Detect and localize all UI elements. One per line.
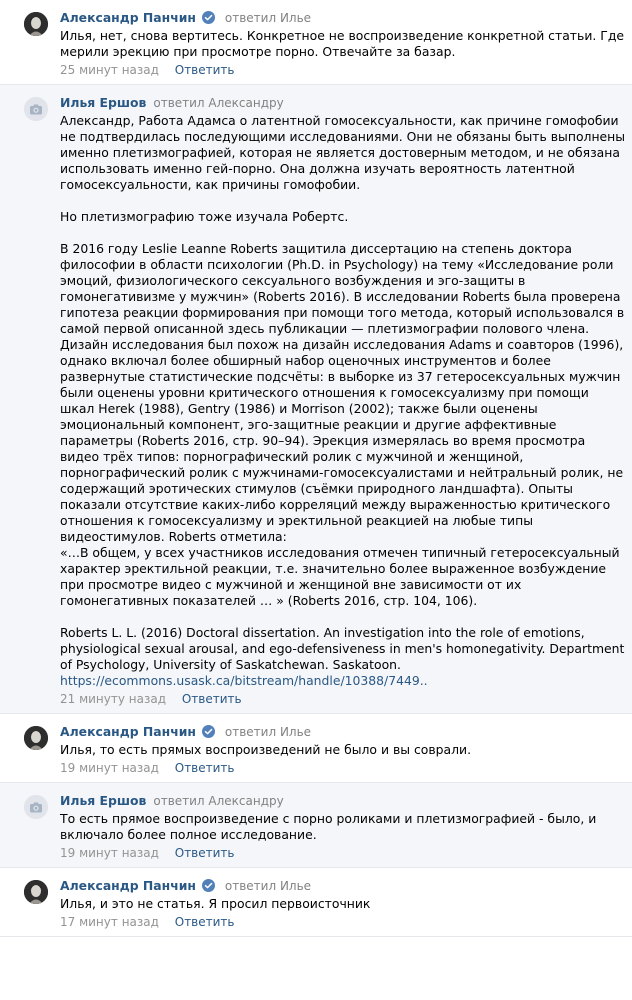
- reply-to[interactable]: ответил Илье: [224, 725, 312, 739]
- reply-button[interactable]: Ответить: [181, 692, 242, 706]
- avatar[interactable]: [24, 880, 48, 904]
- avatar[interactable]: [24, 97, 48, 121]
- comment-paragraph: В 2016 году Leslie Leanne Roberts защитила диссертацию на степень доктора философии в области психологии (Ph.D. in Psychology) на тему «Исследование роли эмоций, физиологического сексуального возбуждения и эго-защиты в гомонегативизме у мужчин» (Roberts 2016). В исследовании Roberts была проверена гипотеза реакции формирования при помощи того метода, который использовался в самой первой описанной здесь публикации — плетизмографии полового члена. Дизайн исследования был похож на дизайн исследования Adams и соавторов (1996), однако включал более обширный набор оценочных инструментов и более развернутые статистические подсчёты: в выборке из 37 гетеросексуальных мужчин были оценены уровни критического отношения к гомосексуализму при помощи шкал Herek (1988), Gentry (1986) и Morrison (2002); также были оценены эмоциональный компонент, эго-защитные реакции и другие аффективные параметры (Roberts 2016, стр. 90–94). Эрекция измерялась во время просмотра видео трёх типов: порнографический ролик с мужчиной и женщиной, порнографический ролик с мужчинами-гомосексуалистами и нейтральный ролик, не содержащий эротических стимулов (съёмки природного ландшафта). Опыты показали отсутствие каких-либо корреляций между выраженностью критического отношения к гомосексуализму и эректильной реакцией на любые типы видеостимулов. Roberts отметила: «…В общем, у всех участников исследования отмечен типичный гетеросексуальный характер эректильной реакции, т.е. значительно более выраженное возбуждение при просмотре видео с мужчиной и женщиной вне зависимости от их гомонегативных показателей … » (Roberts 2016, стр. 104, 106).: [60, 241, 625, 608]
- reply-to[interactable]: ответил Александру: [153, 794, 284, 808]
- reply-to[interactable]: ответил Илье: [224, 879, 312, 893]
- avatar[interactable]: [24, 12, 48, 36]
- comment-header: [60, 878, 626, 894]
- camera-placeholder-icon: [24, 795, 48, 819]
- comment-meta: [60, 760, 626, 776]
- comment-meta: [60, 62, 626, 78]
- comment-header: [60, 793, 626, 809]
- comment-paragraph: Но плетизмографию тоже изучала Робертс.: [60, 209, 349, 224]
- comment-paragraph: Илья, то есть прямых воспроизведений не было и вы соврали.: [60, 742, 472, 757]
- reply-button[interactable]: Ответить: [174, 915, 235, 929]
- reply-to[interactable]: ответил Илье: [224, 11, 312, 25]
- comment-meta: [60, 845, 626, 861]
- comment-paragraph: То есть прямое воспроизведение с порно роликами и плетизмографией - было, и включало более полное исследование.: [60, 811, 601, 842]
- reply-to[interactable]: ответил Александру: [153, 96, 284, 110]
- comment-time[interactable]: 19 минут назад: [60, 846, 159, 860]
- user-photo-icon: [24, 726, 48, 750]
- comment-time[interactable]: 21 минуту назад: [60, 692, 167, 706]
- comment-text: [60, 113, 630, 689]
- user-photo-icon: [24, 12, 48, 36]
- avatar[interactable]: [24, 795, 48, 819]
- comment-meta: [60, 691, 626, 707]
- comment-text: [60, 811, 626, 843]
- comment: [0, 714, 632, 783]
- comment-time[interactable]: 17 минут назад: [60, 915, 159, 929]
- reply-button[interactable]: Ответить: [174, 846, 235, 860]
- comment: [0, 0, 632, 85]
- comment-header: [60, 724, 626, 740]
- comment-paragraph: Илья, и это не статья. Я просил первоисточник: [60, 896, 371, 911]
- author-name[interactable]: Александр Панчин: [60, 724, 196, 739]
- avatar[interactable]: [24, 726, 48, 750]
- verified-check-icon: [202, 725, 215, 738]
- author-name[interactable]: Александр Панчин: [60, 878, 196, 893]
- comment-text: [60, 742, 626, 758]
- comment: [0, 868, 632, 937]
- comment-time[interactable]: 25 минут назад: [60, 63, 159, 77]
- comment-paragraph: Roberts L. L. (2016) Doctoral dissertation. An investigation into the role of emotions, physiological sexual arousal, and ego-defensiveness in men's homonegativity. Department of Psychology, University of Saskatchewan. Saskatoon.: [60, 625, 629, 672]
- comment-meta: [60, 914, 626, 930]
- comment-header: [60, 10, 626, 26]
- comment-header: [60, 95, 626, 111]
- author-name[interactable]: Александр Панчин: [60, 10, 196, 25]
- author-name[interactable]: Илья Ершов: [60, 793, 147, 808]
- author-name[interactable]: Илья Ершов: [60, 95, 147, 110]
- reply-button[interactable]: Ответить: [174, 63, 235, 77]
- comment-text: [60, 896, 626, 912]
- source-link[interactable]: https://ecommons.usask.ca/bitstream/handle/10388/7449..: [60, 673, 428, 688]
- comment-paragraph: Илья, нет, снова вертитесь. Конкретное не воспроизведение конкретной статьи. Где мерили эрекцию при просмотре порно. Отвечайте за базар.: [60, 28, 628, 59]
- verified-check-icon: [202, 879, 215, 892]
- comment: [0, 85, 632, 714]
- reply-button[interactable]: Ответить: [174, 761, 235, 775]
- user-photo-icon: [24, 880, 48, 904]
- camera-placeholder-icon: [24, 97, 48, 121]
- comment-text: [60, 28, 626, 60]
- comment: [0, 783, 632, 868]
- verified-check-icon: [202, 11, 215, 24]
- comment-paragraph: Александр, Работа Адамса о латентной гомосексуальности, как причине гомофобии не подтвердилась последующими исследованиями. Они не обязаны быть выполнены именно плетизмографией, которая не является достоверным методом, и не обязана использовать именно гей-порно. Она должна изучать вероятность латентной гомосексуальности, как причины гомофобии.: [60, 113, 630, 192]
- comment-time[interactable]: 19 минут назад: [60, 761, 159, 775]
